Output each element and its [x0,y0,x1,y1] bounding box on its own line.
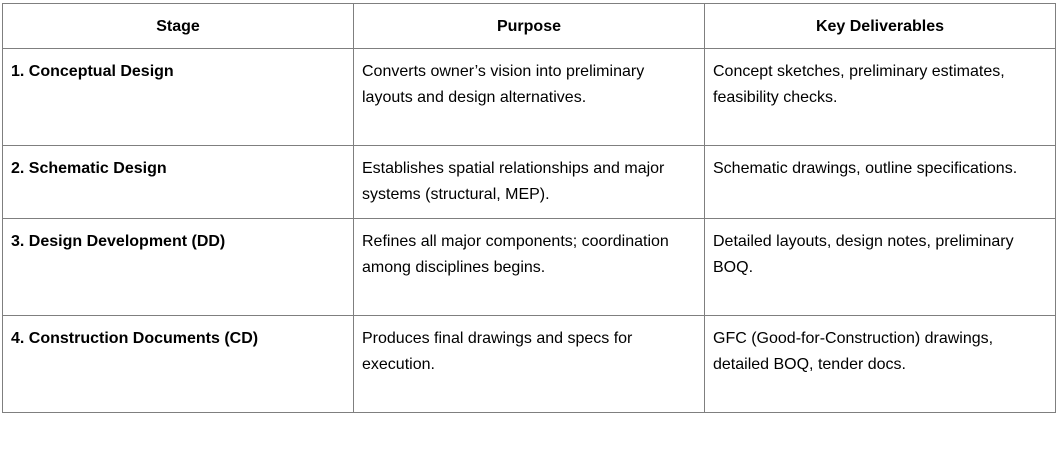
purpose-cell: Converts owner’s vision into preliminary layouts and design alternatives. [354,49,705,146]
table-header [3,4,1056,49]
purpose-cell: Establishes spatial relationships and major systems (structural, MEP). [354,146,705,219]
deliverables-cell: Schematic drawings, outline specifications. [705,146,1056,219]
header-stage: Stage [3,4,354,49]
header-key-deliverables: Key Deliverables [705,4,1056,49]
deliverables-cell: Concept sketches, preliminary estimates, feasibility checks. [705,49,1056,146]
stage-cell: 1. Conceptual Design [3,49,354,146]
table-row [3,219,1056,316]
design-stages-table [2,3,1056,413]
purpose-cell: Produces final drawings and specs for execution. [354,316,705,413]
stage-cell: 3. Design Development (DD) [3,219,354,316]
table-row [3,146,1056,219]
header-row [3,4,1056,49]
header-purpose: Purpose [354,4,705,49]
table-row [3,316,1056,413]
deliverables-cell: GFC (Good-for-Construction) drawings, detailed BOQ, tender docs. [705,316,1056,413]
table-body [3,49,1056,413]
stage-cell: 4. Construction Documents (CD) [3,316,354,413]
deliverables-cell: Detailed layouts, design notes, preliminary BOQ. [705,219,1056,316]
stage-cell: 2. Schematic Design [3,146,354,219]
purpose-cell: Refines all major components; coordination among disciplines begins. [354,219,705,316]
table-row [3,49,1056,146]
